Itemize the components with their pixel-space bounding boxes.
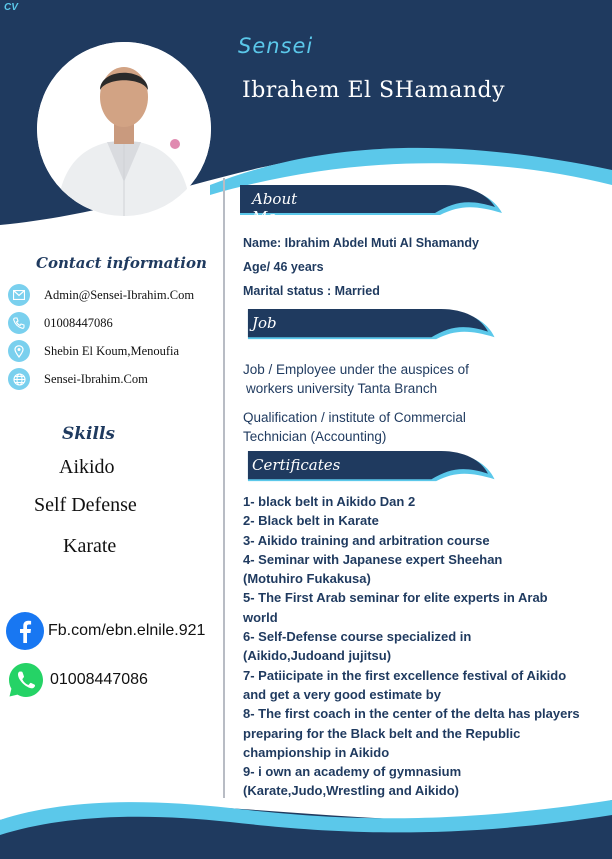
cv-tag: CV <box>4 2 18 13</box>
facebook-value: Fb.com/ebn.elnile.921 <box>48 622 206 639</box>
job-line: Technician (Accounting) <box>243 429 387 444</box>
certificate-line: 5- The First Arab seminar for elite experts in Arab <box>243 590 548 606</box>
job-title: Job <box>252 314 277 332</box>
job-line: workers university Tanta Branch <box>246 381 438 396</box>
certificate-line: 9- i own an academy of gymnasium <box>243 764 462 780</box>
facebook-link[interactable] <box>6 612 205 650</box>
certificate-line: 8- The first coach in the center of the delta has players <box>243 706 580 722</box>
about-name: Name: Ibrahim Abdel Muti Al Shamandy <box>243 236 479 250</box>
profile-photo <box>37 42 211 216</box>
certificate-line: 4- Seminar with Japanese expert Sheehan <box>243 551 503 567</box>
certificate-line: 6- Self-Defense course specialized in <box>243 629 472 645</box>
certificates-title: Certificates <box>252 456 341 474</box>
header-sensei: Sensei <box>238 34 314 58</box>
job-line: Qualification / institute of Commercial <box>243 410 466 425</box>
certificate-line: championship in Aikido <box>243 744 390 760</box>
certificate-line: (Motuhiro Fukakusa) <box>243 571 371 587</box>
facebook-icon <box>6 612 44 650</box>
certificate-line: (Aikido,Judoand jujitsu) <box>243 648 392 664</box>
skill-item: Self Defense <box>34 494 137 516</box>
certificate-line: (Karate,Judo,Wrestling and Aikido) <box>243 783 459 799</box>
certificate-line: 7- Patiicipate in the first excellence festival of Aikido <box>243 667 567 683</box>
certificate-line: 2- Black belt in Karate <box>243 513 379 529</box>
about-title: About Me <box>252 190 298 226</box>
phone-icon <box>8 312 30 334</box>
contact-website[interactable] <box>8 368 148 390</box>
certificates-list <box>243 492 608 801</box>
contact-location-value: Shebin El Koum,Menoufia <box>44 343 180 358</box>
whatsapp-link[interactable] <box>6 660 148 700</box>
contact-title: Contact information <box>36 254 207 272</box>
certificate-line: world <box>243 609 278 625</box>
person-portrait-icon <box>37 42 211 216</box>
contact-phone[interactable] <box>8 312 113 334</box>
contact-email[interactable] <box>8 284 194 306</box>
certificate-line: and get a very good estimate by <box>243 686 441 702</box>
about-marital: Marital status : Married <box>243 284 380 298</box>
skill-item: Aikido <box>59 456 115 478</box>
certificate-line: 3- Aikido training and arbitration course <box>243 532 490 548</box>
mail-icon <box>8 284 30 306</box>
contact-phone-value: 01008447086 <box>44 315 113 330</box>
about-age: Age/ 46 years <box>243 260 324 274</box>
certificate-line: 1- black belt in Aikido Dan 2 <box>243 494 416 509</box>
whatsapp-value: 01008447086 <box>50 671 148 688</box>
skill-item: Karate <box>63 535 117 557</box>
header-name: Ibrahem El SHamandy <box>242 78 506 103</box>
contact-location <box>8 340 179 362</box>
certificate-line: preparing for the Black belt and the Republic <box>243 725 521 741</box>
skills-title: Skills <box>62 424 116 444</box>
job-line: Job / Employee under the auspices of <box>243 362 469 377</box>
job-header-bar <box>240 309 510 341</box>
globe-icon <box>8 368 30 390</box>
column-divider <box>223 178 225 798</box>
contact-website-value: Sensei-Ibrahim.Com <box>44 371 148 386</box>
location-icon <box>8 340 30 362</box>
contact-email-value: Admin@Sensei-Ibrahim.Com <box>44 287 195 302</box>
whatsapp-icon <box>6 660 46 700</box>
